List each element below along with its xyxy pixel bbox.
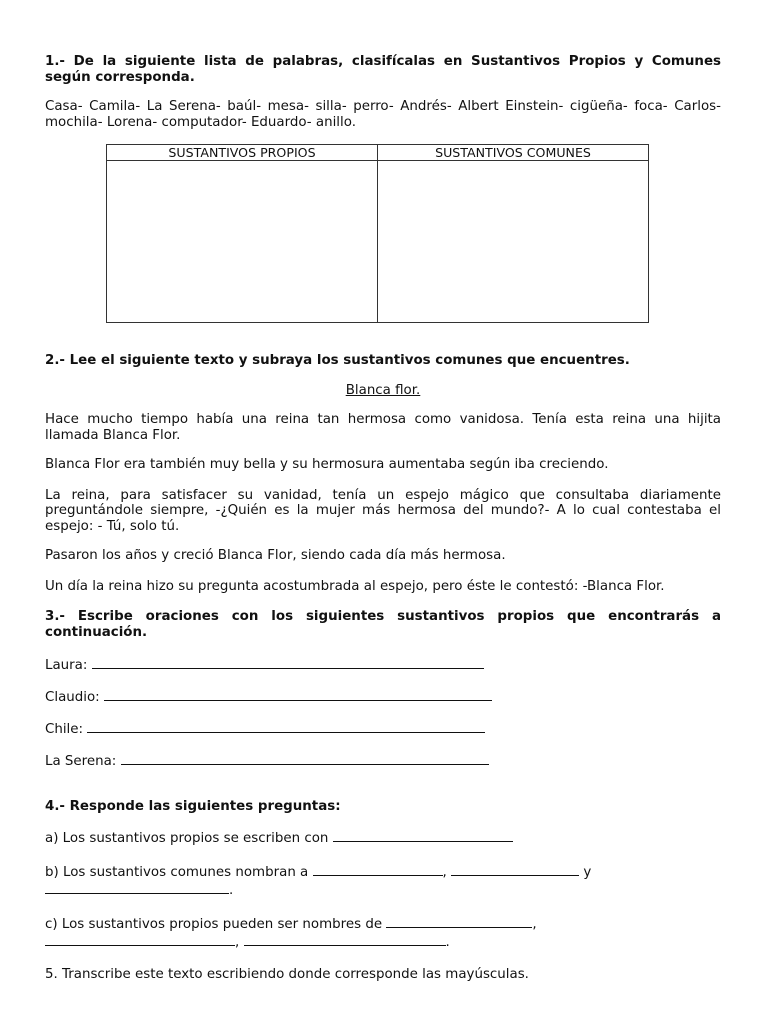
header-comunes: SUSTANTIVOS COMUNES <box>378 145 649 161</box>
answer-line[interactable] <box>451 863 579 876</box>
noun-label: La Serena: <box>45 754 117 769</box>
noun-label: Claudio: <box>45 690 100 705</box>
story-paragraph: Blanca Flor era también muy bella y su hermosura aumentaba según iba creciendo. <box>45 457 609 472</box>
header-propios: SUSTANTIVOS PROPIOS <box>107 145 378 161</box>
answer-line[interactable] <box>104 688 492 701</box>
question-4c-cont: , . <box>45 933 721 951</box>
classification-table <box>106 144 649 323</box>
story-paragraph: La reina, para satisfacer su vanidad, tenía un espejo mágico que consultaba diariamente preguntándole siempre, -¿Quién es la mujer más hermosa del mundo?- A lo cual contestaba el espejo: - Tú, solo tú. <box>45 487 721 534</box>
cell-propios[interactable] <box>107 161 378 323</box>
answer-line[interactable] <box>333 829 513 842</box>
sentence-row <box>45 752 721 770</box>
question-4b-cont: . <box>45 881 721 899</box>
answer-line[interactable] <box>244 933 446 946</box>
noun-label: Laura: <box>45 658 88 673</box>
question-4-heading: 4.- Responde las siguientes preguntas: <box>45 799 341 814</box>
answer-line[interactable] <box>87 720 485 733</box>
answer-line[interactable] <box>92 656 484 669</box>
story-paragraph: Hace mucho tiempo había una reina tan hermosa como vanidosa. Tenía esta reina una hijita llamada Blanca Flor. <box>45 412 721 443</box>
story-title: Blanca flor. <box>345 382 421 398</box>
question-4c: c) Los sustantivos propios pueden ser nombres de , <box>45 916 537 932</box>
story-paragraph: Un día la reina hizo su pregunta acostumbrada al espejo, pero éste le contestó: -Blanca Flor. <box>45 578 665 594</box>
story-paragraph: Pasaron los años y creció Blanca Flor, siendo cada día más hermosa. <box>45 548 506 563</box>
answer-line[interactable] <box>45 881 229 894</box>
sentence-row <box>45 688 721 706</box>
question-5-heading: 5. Transcribe este texto escribiendo donde corresponde las mayúsculas. <box>45 966 529 982</box>
worksheet <box>45 54 721 982</box>
question-1-heading: 1.- De la siguiente lista de palabras, clasifícalas en Sustantivos Propios y Comunes según corresponda. <box>45 54 721 85</box>
cell-comunes[interactable] <box>378 161 649 323</box>
answer-line[interactable] <box>386 915 532 928</box>
noun-label: Chile: <box>45 722 84 737</box>
answer-line[interactable] <box>313 863 443 876</box>
sentence-row <box>45 656 721 674</box>
answer-line[interactable] <box>45 933 235 946</box>
question-4a: a) Los sustantivos propios se escriben con <box>45 829 721 847</box>
answer-line[interactable] <box>121 752 489 765</box>
question-4b: b) Los sustantivos comunes nombran a , y <box>45 864 592 880</box>
question-2-heading: 2.- Lee el siguiente texto y subraya los sustantivos comunes que encuentres. <box>45 353 630 368</box>
word-list: Casa- Camila- La Serena- baúl- mesa- silla- perro- Andrés- Albert Einstein- cigüeña- foca- Carlos- mochila- Lorena- computador- Eduardo- anillo. <box>45 99 721 130</box>
question-3-heading: 3.- Escribe oraciones con los siguientes sustantivos propios que encontrarás a continuación. <box>45 609 721 640</box>
sentence-row <box>45 720 721 738</box>
